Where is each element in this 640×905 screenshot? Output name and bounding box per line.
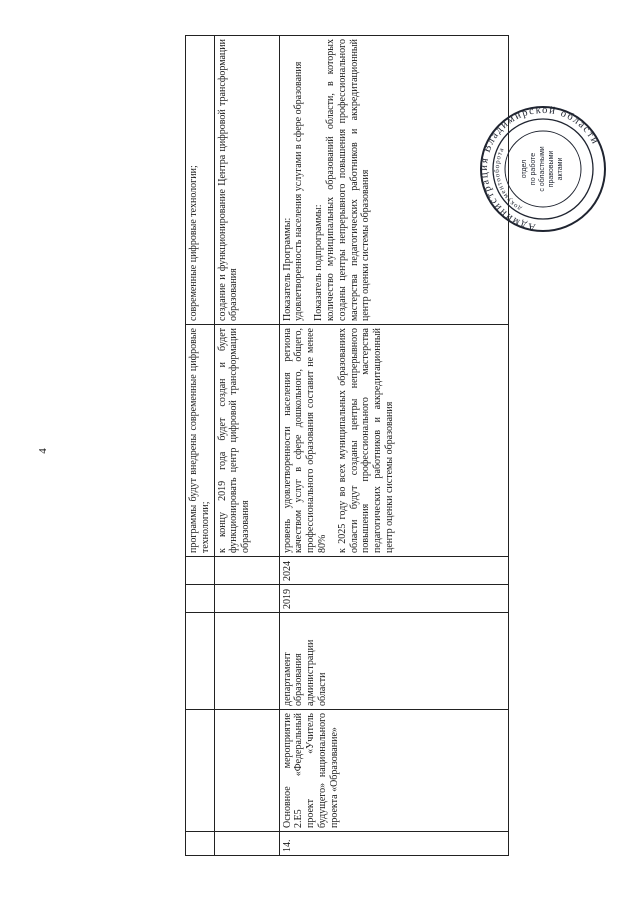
row-number-cell: 14. (279, 832, 508, 856)
stamp-center-line: с областными (539, 146, 546, 192)
stamp-inner-ring-text: документооборота (492, 145, 523, 213)
stamp-center-line: отдел (521, 159, 528, 179)
rotated-table-container (185, 36, 509, 856)
page-number: 4 (36, 448, 49, 454)
indicator-heading: Показатель подпрограммы: (313, 204, 325, 321)
table-row (214, 36, 279, 856)
result-text: к 2025 году во всех муниципальных образованиях области будут созданы центры непрерывного повышения профессионального мастерства педагогических работников и аккредитационный центр оценки системы образования (336, 328, 395, 553)
program-table (185, 35, 509, 856)
table-row (279, 36, 508, 856)
indicator-text: количество муниципальных образований области, в которых созданы центры непрерывного повышения профессионального мастерства педагогических работников и аккредитационный центр оценки системы образования (324, 39, 372, 321)
indicator-cell-top (186, 36, 215, 325)
stamp-ring-text: Администрация Владимирской области (478, 104, 602, 233)
indicator-heading: Показатель Программы: (281, 217, 293, 321)
indicator-text: создание и функционирование Центра цифровой трансформации образования (216, 39, 240, 321)
stamp-center-line: правовыми (548, 150, 555, 188)
results-cell-top (186, 325, 215, 557)
result-text: к концу 2019 года будет создан и будет функционировать центр цифровой трансформации образования (216, 328, 252, 553)
year-end-cell: 2024 (279, 557, 508, 585)
stamp-center-line: актами (557, 157, 564, 181)
indicator-text: современные цифровые технологии; (188, 165, 199, 321)
indicator-text: удовлетворенность населения услугами в сфере образования (293, 61, 305, 321)
stamp-center-line: по работе (530, 152, 537, 186)
results-cell-main (279, 325, 508, 557)
executor-cell: департамент образования администрации области (279, 613, 508, 710)
activity-cell: Основное мероприятие 2.Е5 «Федеральный проект «Учитель будущего» национального проекта «Образование» (279, 710, 508, 832)
table-row (186, 36, 215, 856)
result-text: уровень удовлетворенности населения региона качеством услуг в сфере дошкольного, общего, профессионального образования составит не менее 80% (281, 328, 328, 553)
results-cell-cdt (214, 325, 279, 557)
indicator-cell-cdt (214, 36, 279, 325)
result-text: программы будут внедрены современные цифровые технологии; (188, 328, 211, 553)
official-stamp (478, 104, 608, 234)
year-start-cell: 2019 (279, 585, 508, 613)
indicator-cell-main (279, 36, 508, 325)
